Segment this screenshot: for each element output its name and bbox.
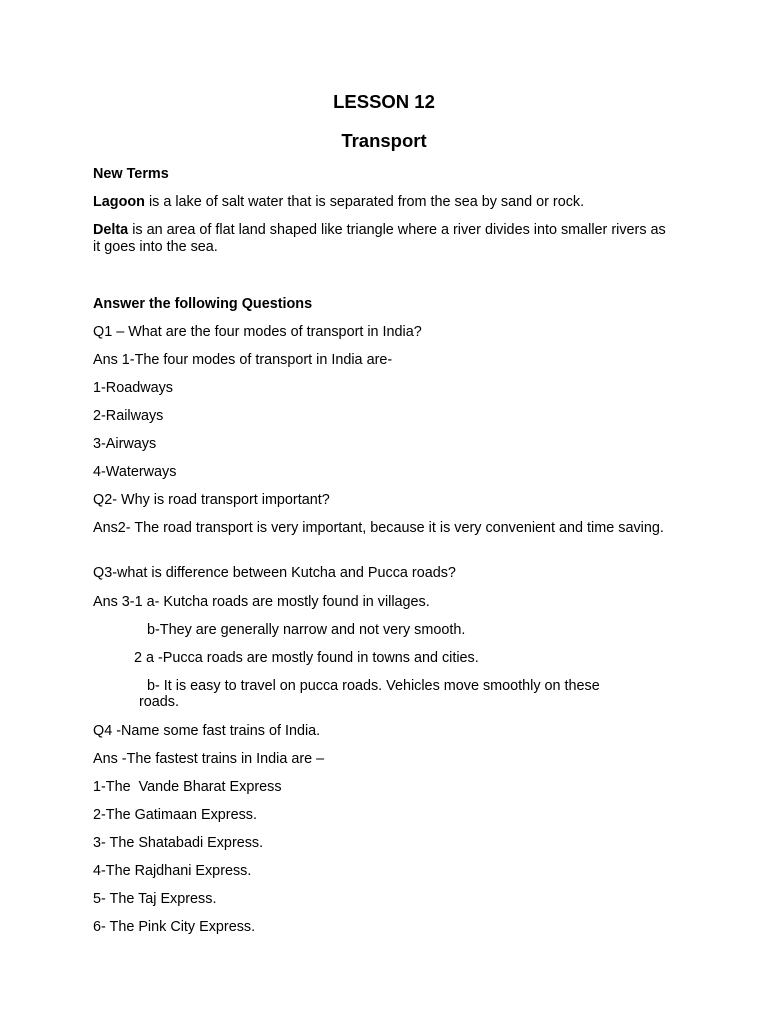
q4-item-3: 3- The Shatabadi Express. bbox=[93, 835, 264, 851]
q1-item-4: 4-Waterways bbox=[93, 464, 177, 480]
q1-question: Q1 – What are the four modes of transport in India? bbox=[93, 324, 422, 340]
q1-answer: Ans 1-The four modes of transport in India are- bbox=[93, 352, 393, 368]
q4-answer: Ans -The fastest trains in India are – bbox=[93, 751, 325, 767]
q3-question: Q3-what is difference between Kutcha and Pucca roads? bbox=[93, 565, 456, 581]
q3-answer-2b-cont: roads. bbox=[139, 694, 179, 710]
q3-answer-1b: b-They are generally narrow and not very smooth. bbox=[147, 622, 466, 638]
term-lagoon-word: Lagoon bbox=[93, 194, 145, 210]
term-delta bbox=[93, 222, 668, 256]
q4-item-4: 4-The Rajdhani Express. bbox=[93, 863, 252, 879]
subject-title: Transport bbox=[341, 130, 427, 151]
lesson-title: LESSON 12 bbox=[333, 91, 435, 112]
q3-answer-2b: b- It is easy to travel on pucca roads. Vehicles move smoothly on these bbox=[147, 678, 600, 694]
q4-question: Q4 -Name some fast trains of India. bbox=[93, 723, 321, 739]
q4-item-5: 5- The Taj Express. bbox=[93, 891, 217, 907]
term-delta-word: Delta bbox=[93, 222, 129, 238]
q2-answer: Ans2- The road transport is very important, because it is very convenient and time saving. bbox=[93, 520, 664, 536]
q2-question: Q2- Why is road transport important? bbox=[93, 492, 330, 508]
q4-item-6: 6- The Pink City Express. bbox=[93, 919, 256, 935]
q3-answer-1a: Ans 3-1 a- Kutcha roads are mostly found in villages. bbox=[93, 594, 430, 610]
q4-item-1: 1-The Vande Bharat Express bbox=[93, 779, 282, 795]
term-lagoon-definition: is a lake of salt water that is separated from the sea by sand or rock. bbox=[144, 194, 585, 210]
q1-item-2: 2-Railways bbox=[93, 408, 164, 424]
q3-answer-2a: 2 a -Pucca roads are mostly found in towns and cities. bbox=[134, 650, 479, 666]
term-lagoon bbox=[93, 194, 584, 211]
q4-item-2: 2-The Gatimaan Express. bbox=[93, 807, 257, 823]
new-terms-heading: New Terms bbox=[93, 166, 169, 182]
q1-item-3: 3-Airways bbox=[93, 436, 157, 452]
q1-item-1: 1-Roadways bbox=[93, 380, 173, 396]
term-delta-definition: is an area of flat land shaped like triangle where a river divides into smaller rivers as it goes into the sea. bbox=[93, 222, 666, 255]
questions-heading: Answer the following Questions bbox=[93, 296, 313, 312]
